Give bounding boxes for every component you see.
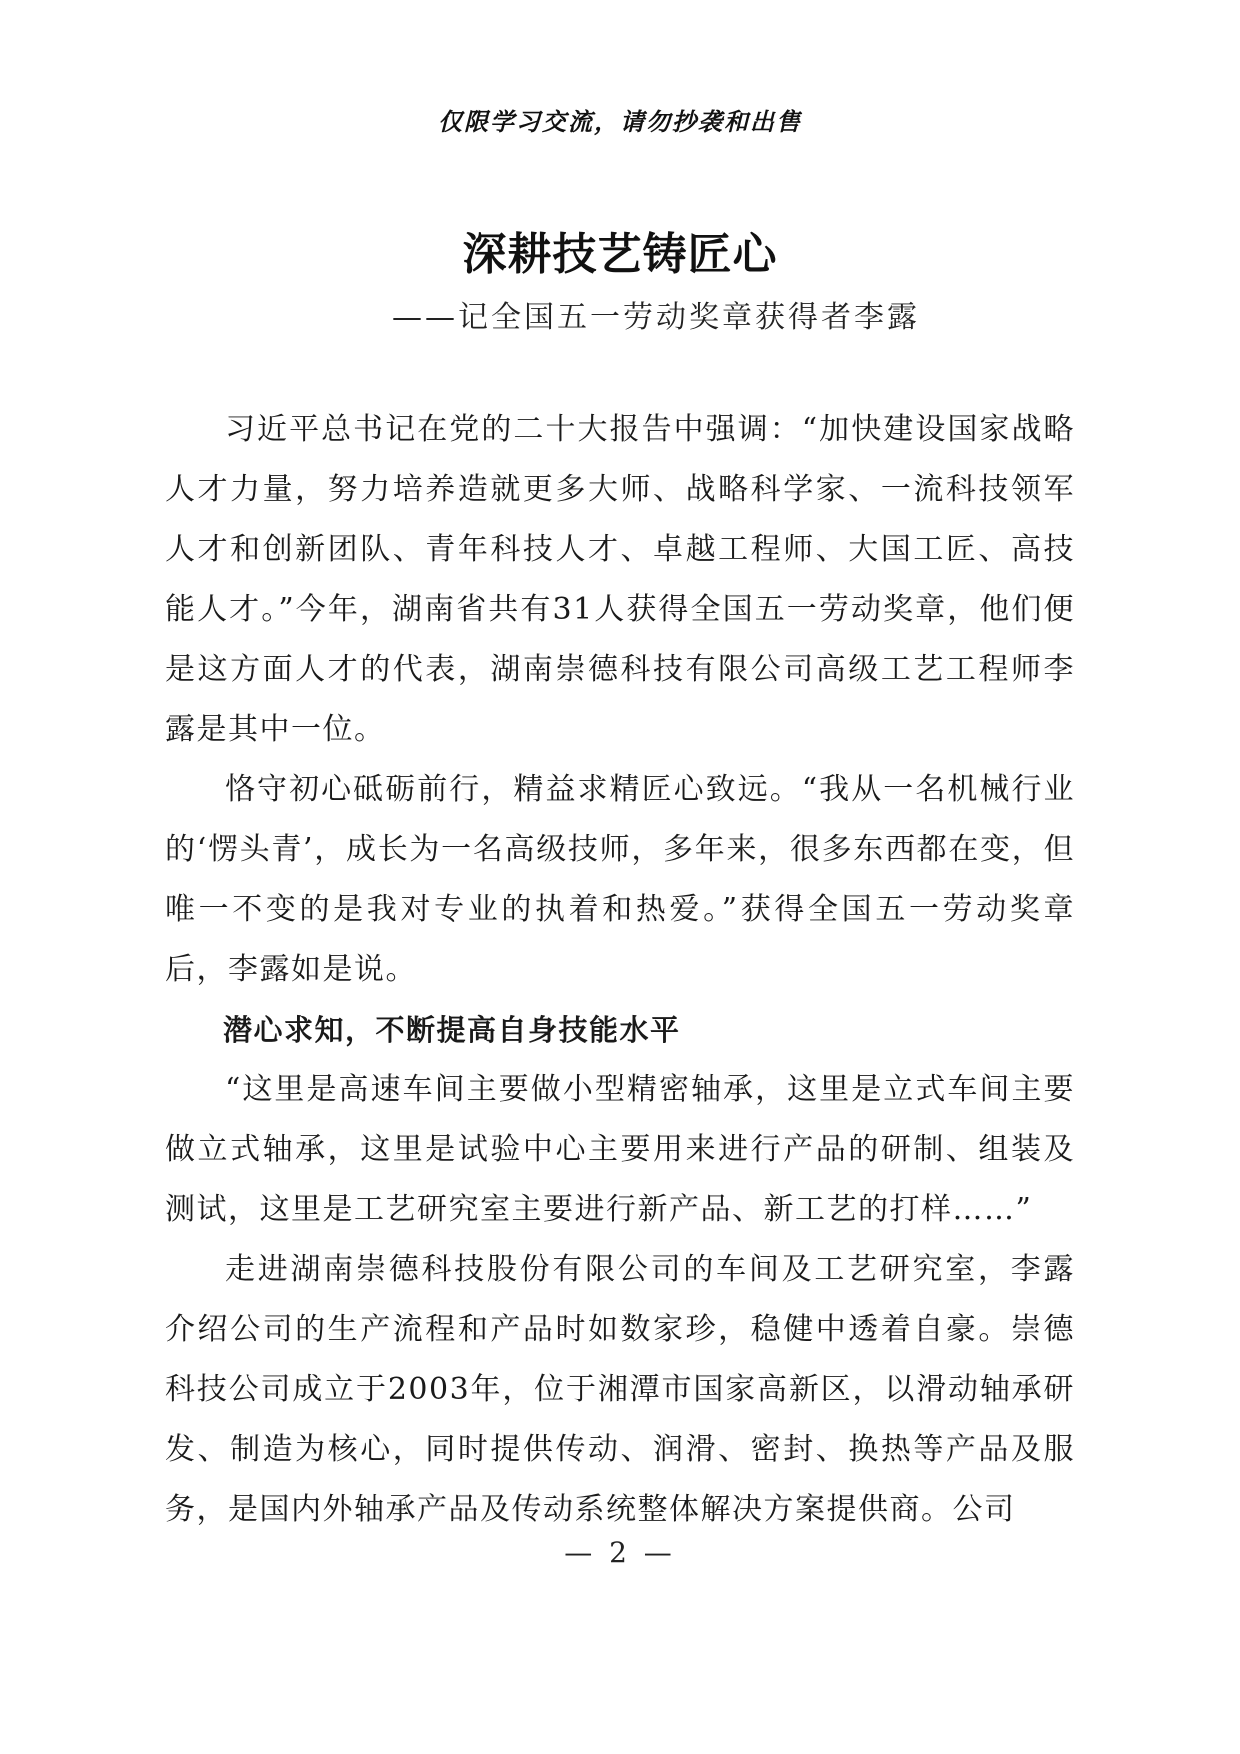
body-paragraph: 习近平总书记在党的二十大报告中强调：“加快建设国家战略人才力量，努力培养造就更多大师、战略科学家、一流科技领军人才和创新团队、青年科技人才、卓越工程师、大国工匠、高技能人才。”今年，湖南省共有31人获得全国五一劳动奖章，他们便是这方面人才的代表，湖南崇德科技有限公司高级工艺工程师李露是其中一位。 bbox=[165, 412, 1075, 747]
body-paragraph: 恪守初心砥砺前行，精益求精匠心致远。“我从一名机械行业的‘愣头青’，成长为一名高级技师，多年来，很多东西都在变，但唯一不变的是我对专业的执着和热爱。”获得全国五一劳动奖章后，李露如是说。 bbox=[165, 772, 1075, 987]
body-paragraph: “这里是高速车间主要做小型精密轴承，这里是立式车间主要做立式轴承，这里是试验中心主要用来进行产品的研制、组装及测试，这里是工艺研究室主要进行新产品、新工艺的打样……” bbox=[165, 1072, 1075, 1227]
article-title: 深耕技艺铸匠心 bbox=[462, 229, 778, 280]
article-body bbox=[165, 400, 1075, 1540]
body-paragraph: 走进湖南崇德科技股份有限公司的车间及工艺研究室，李露介绍公司的生产流程和产品时如数家珍，稳健中透着自豪。崇德科技公司成立于2003年，位于湘潭市国家高新区，以滑动轴承研发、制造为核心，同时提供传动、润滑、密封、换热等产品及服务，是国内外轴承产品及传动系统整体解决方案提供商。公司 bbox=[165, 1252, 1075, 1527]
copyright-notice: 仅限学习交流，请勿抄袭和出售 bbox=[438, 108, 802, 136]
page-number: — 2 — bbox=[564, 1536, 676, 1569]
article-subtitle: ——记全国五一劳动奖章获得者李露 bbox=[392, 300, 920, 335]
section-heading: 潜心求知，不断提高自身技能水平 bbox=[223, 1013, 681, 1047]
